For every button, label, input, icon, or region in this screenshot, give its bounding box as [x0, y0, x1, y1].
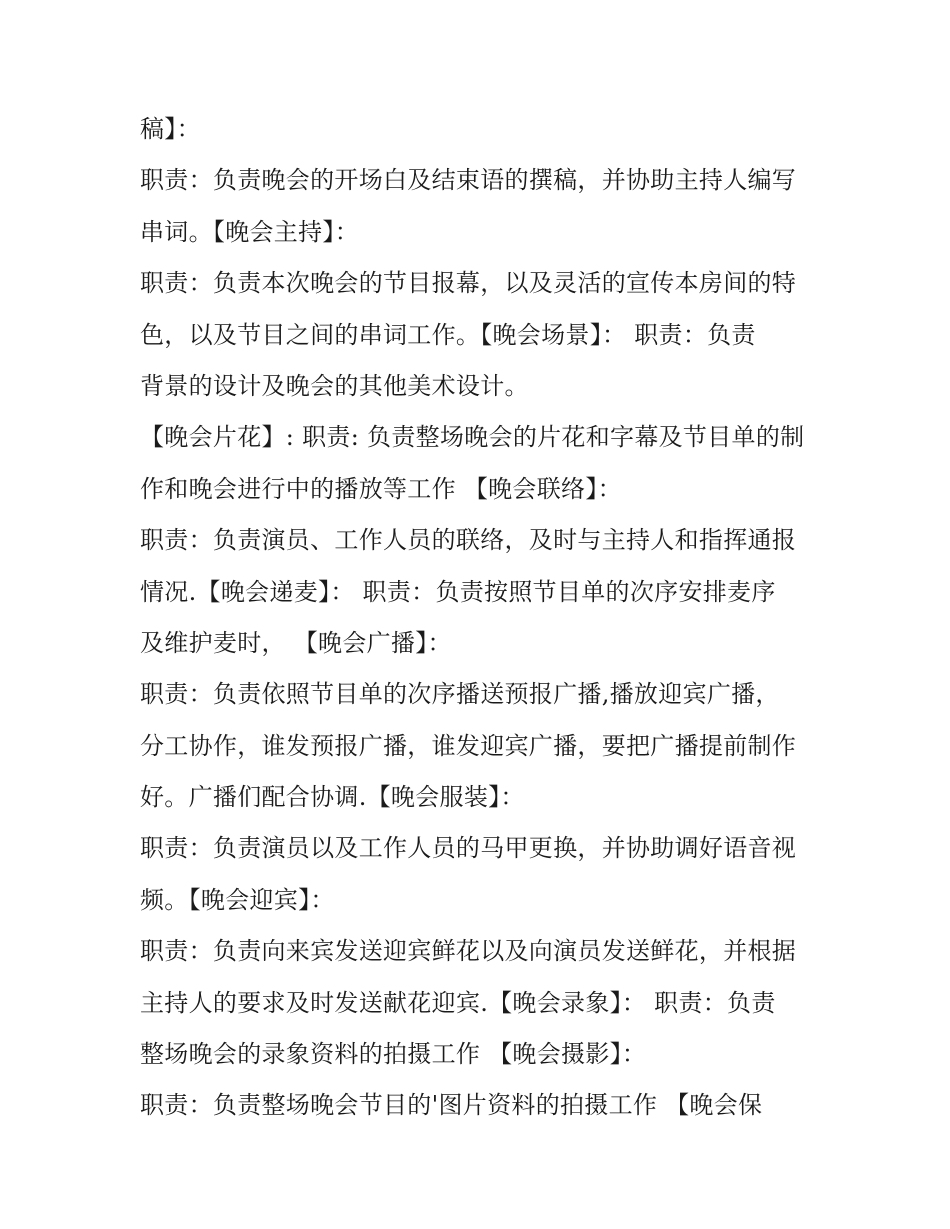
- text-line: 作和晚会进行中的播放等工作 【晚会联络】：: [140, 474, 622, 503]
- text-line: 职责：负责向来宾发送迎宾鲜花以及向演员发送鲜花，并根据: [140, 937, 797, 966]
- text-line: 频。【晚会迎宾】：: [140, 885, 335, 914]
- text-line: 分工协作，谁发预报广播，谁发迎宾广播，要把广播提前制作: [140, 731, 797, 760]
- text-line: 职责：负责演员以及工作人员的马甲更换，并协助调好语音视: [140, 834, 797, 863]
- text-line: 职责：负责依照节目单的次序播送预报广播,播放迎宾广播，: [140, 680, 780, 709]
- text-line: 背景的设计及晚会的其他美术设计。: [140, 371, 529, 400]
- text-line: 稿】：: [140, 115, 201, 143]
- text-line: 情况.【晚会递麦】： 职责：负责按照节目单的次序安排麦序: [140, 577, 776, 606]
- text-line: 【晚会片花】: 职责: 负责整场晚会的片花和字幕及节目单的制: [140, 423, 805, 452]
- text-line: 及维护麦时， 【晚会广播】：: [140, 628, 452, 657]
- text-line: 串词。【晚会主持】：: [140, 217, 359, 246]
- text-line: 职责：负责本次晚会的节目报幕，以及灵活的宣传本房间的特: [140, 269, 797, 298]
- text-line: 好。广播们配合协调.【晚会服装】：: [140, 783, 525, 812]
- text-line: 整场晚会的录象资料的拍摄工作 【晚会摄影】：: [140, 1040, 647, 1069]
- text-line: 职责：负责整场晚会节目的'图片资料的拍摄工作 【晚会保: [140, 1091, 763, 1120]
- text-line: 职责：负责晚会的开场白及结束语的撰稿，并协助主持人编写: [140, 166, 797, 195]
- document-body: [140, 104, 830, 1132]
- text-line: 色，以及节目之间的串词工作。【晚会场景】： 职责：负责: [140, 320, 756, 349]
- text-line: 职责：负责演员、工作人员的联络，及时与主持人和指挥通报: [140, 526, 797, 555]
- text-line: 主持人的要求及时发送献花迎宾.【晚会录象】： 职责：负责: [140, 988, 776, 1017]
